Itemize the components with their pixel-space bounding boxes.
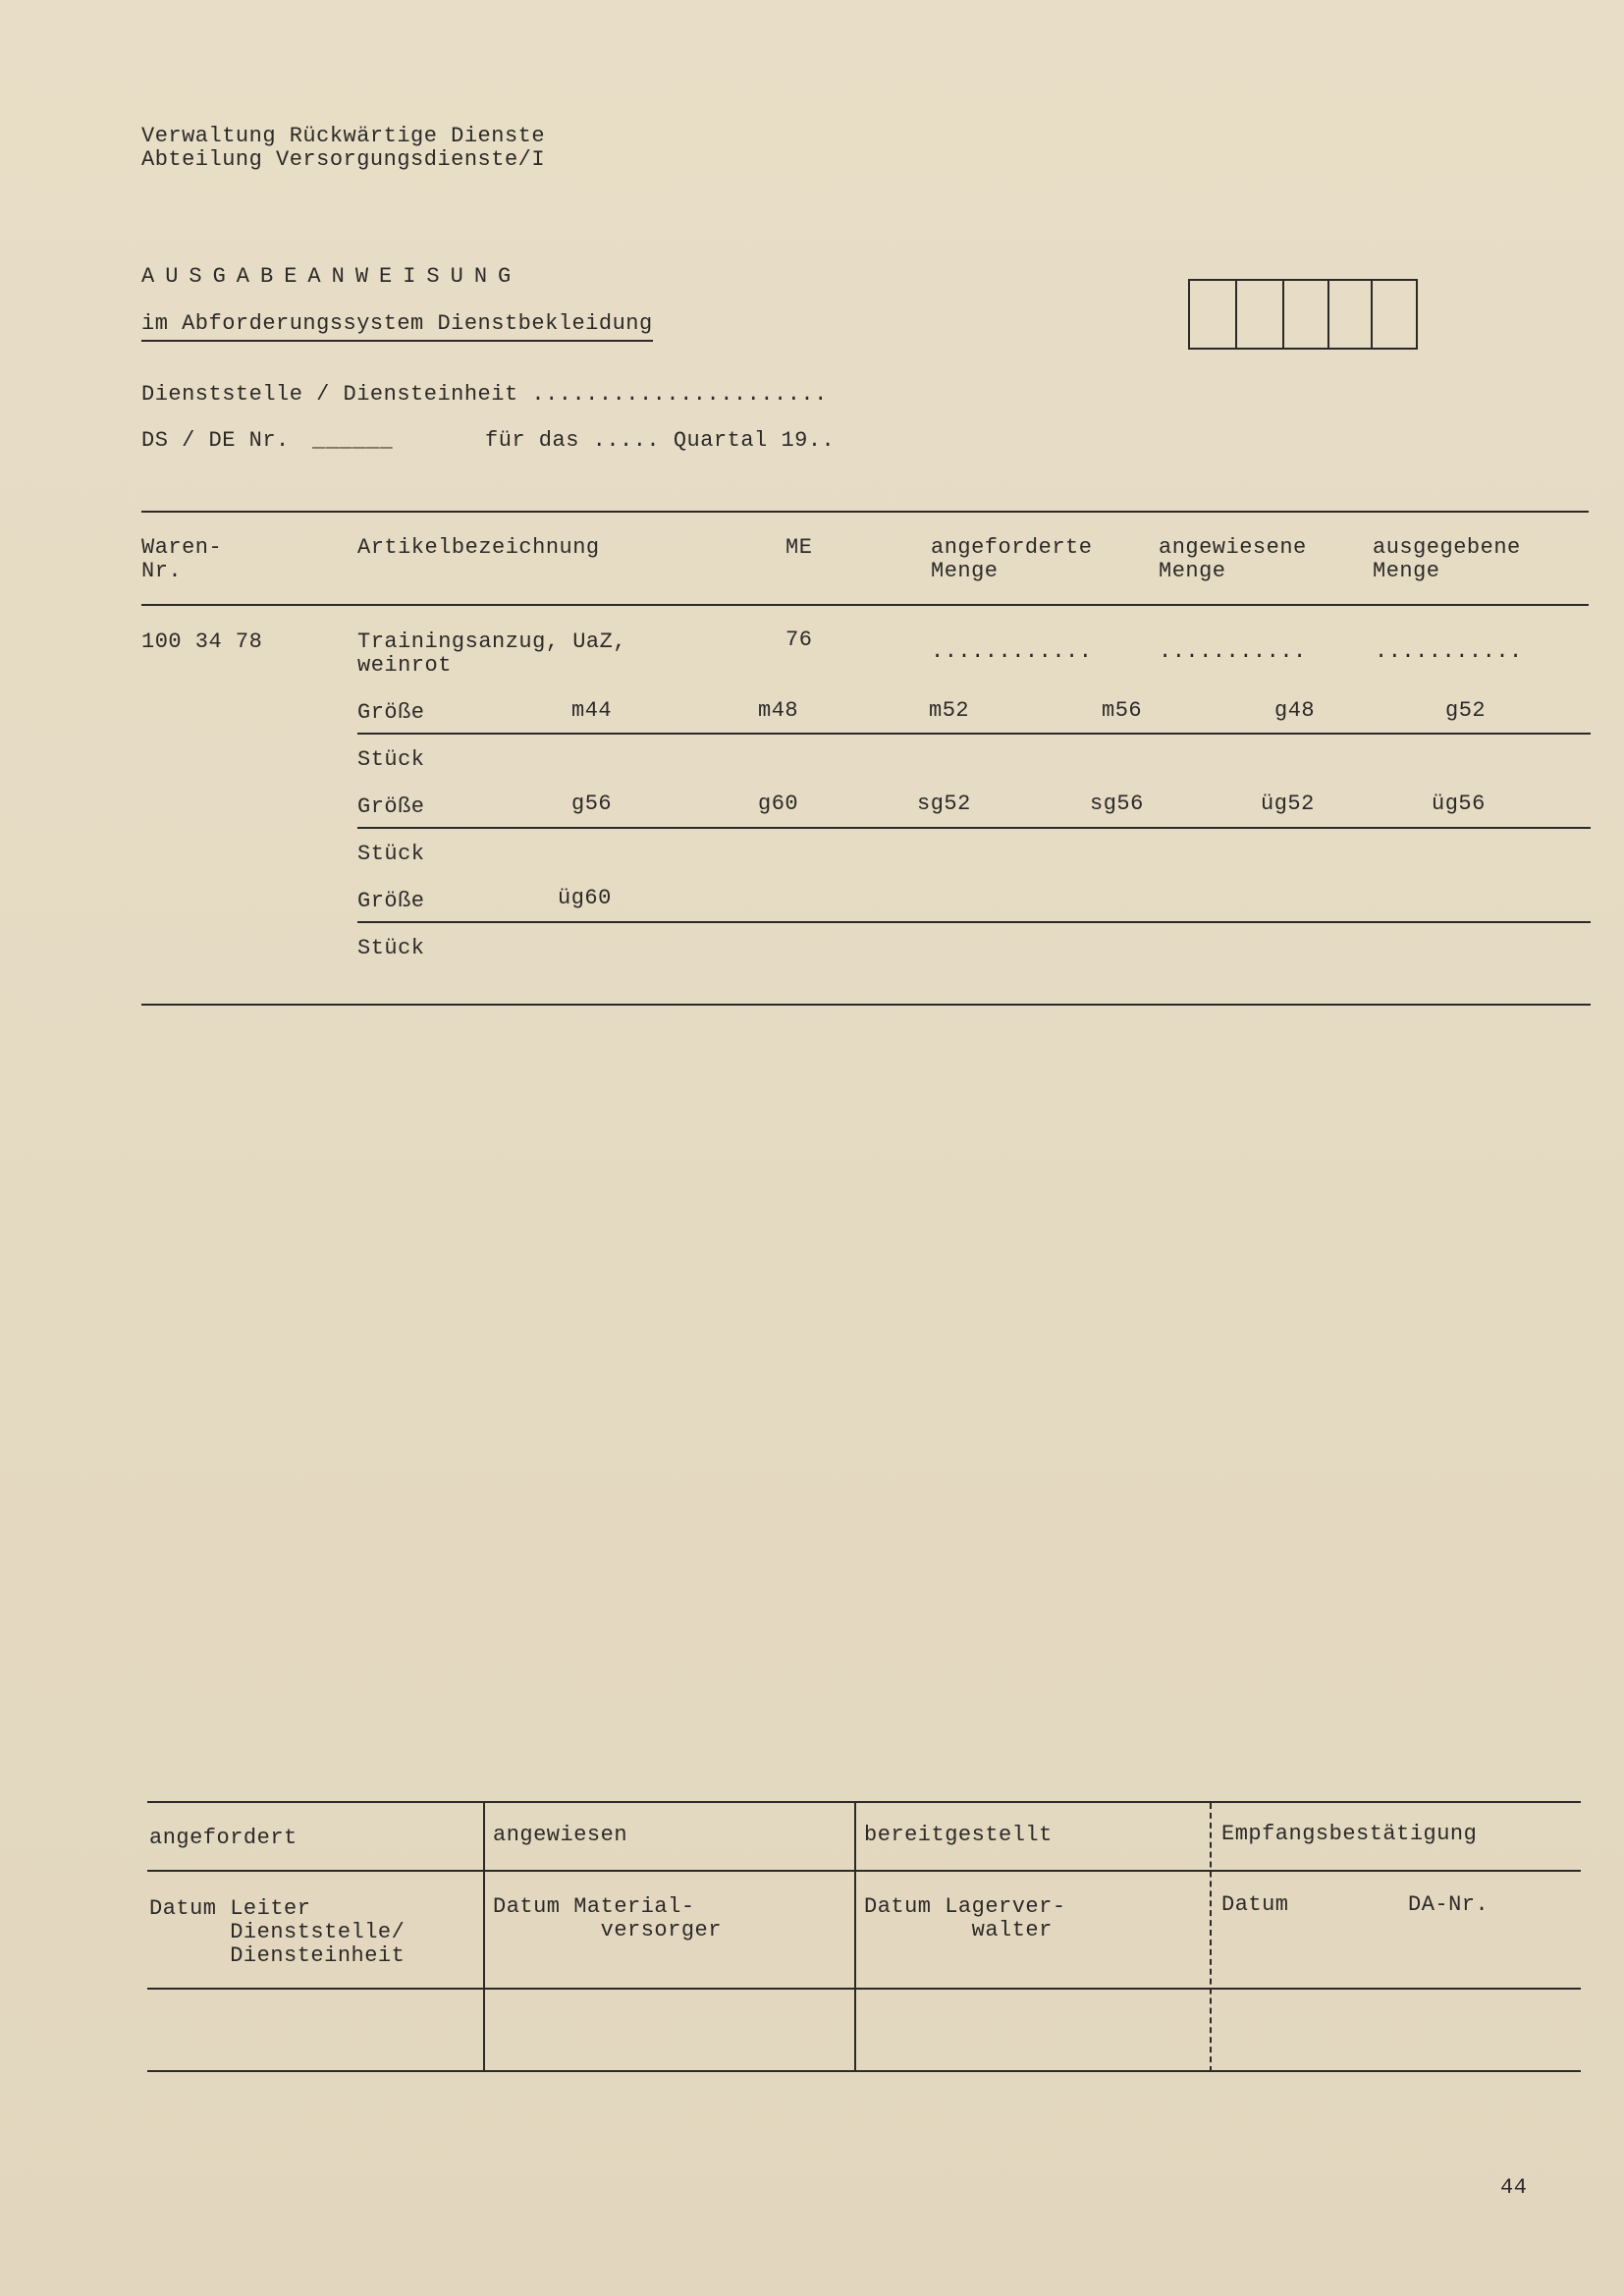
dienststelle-field: Dienststelle / Diensteinheit ......................: [141, 382, 828, 407]
ds-label: DS / DE Nr.: [141, 428, 290, 453]
size-value: m48: [758, 698, 799, 723]
quartal-field: für das ..... Quartal 19..: [485, 428, 836, 453]
number-boxes: [1188, 279, 1418, 350]
col-header-angefordert: angeforderte Menge: [931, 535, 1093, 583]
box-divider: [1282, 281, 1284, 348]
footer-head-empfang: Empfangsbestätigung: [1221, 1822, 1478, 1846]
footer-body-empfang-danr: DA-Nr.: [1408, 1892, 1489, 1917]
box-divider: [1371, 281, 1373, 348]
size-value: sg56: [1090, 792, 1144, 816]
dots-angefordert: ............: [931, 639, 1093, 664]
page-number: 44: [1500, 2175, 1528, 2200]
size-value: g52: [1445, 698, 1487, 723]
col-header-waren: Waren- Nr.: [141, 535, 223, 583]
col-header-me: ME: [785, 535, 813, 560]
size-rule: [357, 733, 1591, 735]
footer-head-rule: [147, 1870, 1581, 1872]
size-value: üg52: [1261, 792, 1315, 816]
size-value: üg60: [558, 886, 612, 910]
count-label: Stück: [357, 936, 425, 960]
table-bottom-rule: [141, 1004, 1591, 1006]
size-value: m52: [929, 698, 970, 723]
header-line-2: Abteilung Versorgungsdienste/I: [141, 147, 546, 172]
size-label: Größe: [357, 889, 425, 913]
item-me: 76: [785, 628, 813, 652]
footer-bottom-rule: [147, 2070, 1581, 2072]
dots-ausgegeben: ...........: [1375, 639, 1523, 664]
count-label: Stück: [357, 842, 425, 866]
footer-head-angefordert: angefordert: [149, 1826, 298, 1850]
size-value: g48: [1274, 698, 1316, 723]
footer-top-rule: [147, 1801, 1581, 1803]
col-header-ausgegeben: ausgegebene Menge: [1373, 535, 1521, 583]
footer-col-divider: [483, 1803, 485, 2072]
box-divider: [1235, 281, 1237, 348]
header-line-1: Verwaltung Rückwärtige Dienste: [141, 124, 546, 148]
footer-body-empfang-datum: Datum: [1221, 1892, 1289, 1917]
footer-col-divider: [1210, 1803, 1212, 2072]
box-divider: [1327, 281, 1329, 348]
size-label: Größe: [357, 794, 425, 819]
form-title: AUSGABEANWEISUNG: [141, 264, 522, 289]
size-value: m56: [1102, 698, 1143, 723]
footer-col-divider: [854, 1803, 856, 2072]
size-value: g56: [571, 792, 613, 816]
footer-head-bereitgestellt: bereitgestellt: [864, 1823, 1053, 1847]
table-top-rule: [141, 511, 1589, 513]
footer-body-angefordert: Datum Leiter Dienststelle/ Diensteinheit: [149, 1896, 406, 1968]
col-header-artikel: Artikelbezeichnung: [357, 535, 600, 560]
footer-head-angewiesen: angewiesen: [493, 1823, 628, 1847]
size-value: g60: [758, 792, 799, 816]
footer-body-angewiesen: Datum Material- versorger: [493, 1894, 722, 1942]
footer-mid-rule: [147, 1988, 1581, 1990]
ds-blank: ______: [312, 428, 394, 453]
item-number: 100 34 78: [141, 629, 263, 654]
size-value: üg56: [1432, 792, 1486, 816]
table-header-rule: [141, 604, 1589, 606]
size-rule: [357, 827, 1591, 829]
size-value: m44: [571, 698, 613, 723]
count-label: Stück: [357, 747, 425, 772]
footer-body-bereitgestellt: Datum Lagerver- walter: [864, 1894, 1066, 1942]
size-label: Größe: [357, 700, 425, 725]
size-value: sg52: [917, 792, 971, 816]
col-header-angewiesen: angewiesene Menge: [1159, 535, 1307, 583]
form-subtitle: im Abforderungssystem Dienstbekleidung: [141, 312, 653, 342]
item-description: Trainingsanzug, UaZ, weinrot: [357, 629, 627, 678]
size-rule: [357, 921, 1591, 923]
dots-angewiesen: ...........: [1159, 639, 1307, 664]
